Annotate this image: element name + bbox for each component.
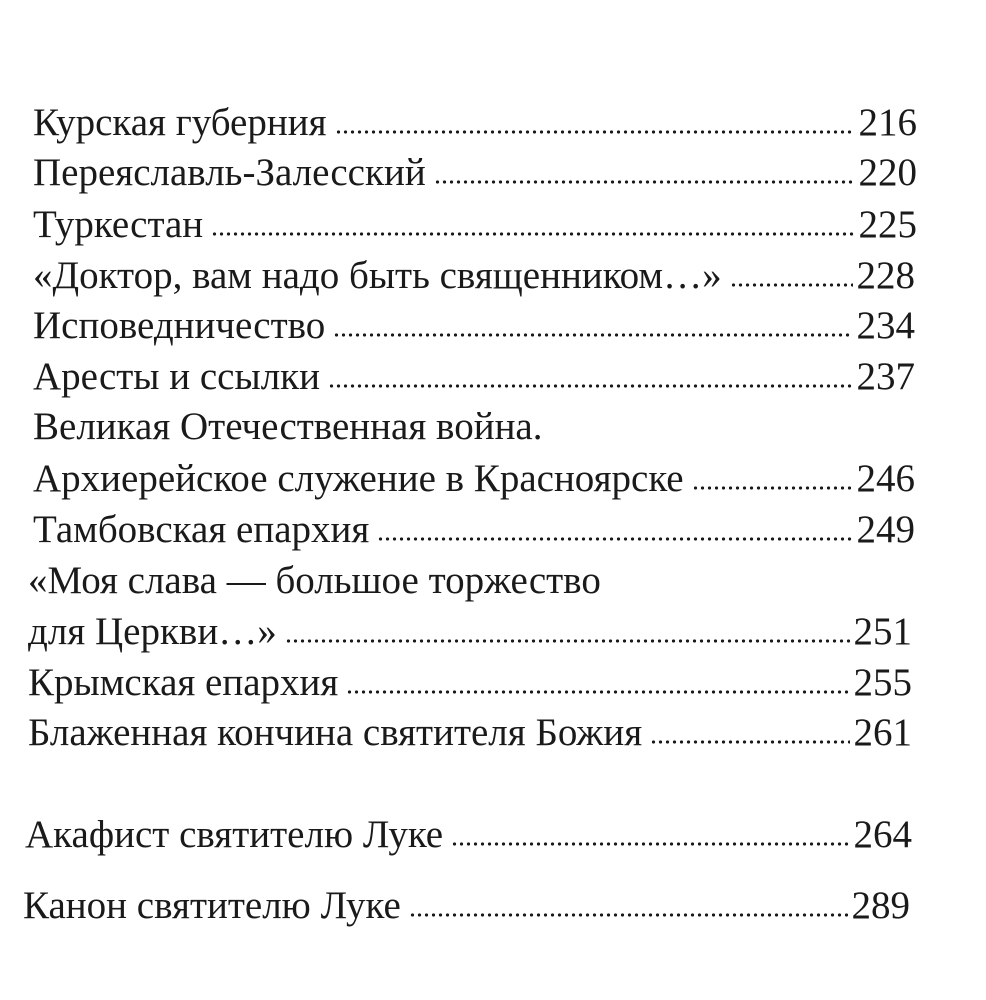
page-number: 216 <box>858 101 917 144</box>
toc-entry-12 <box>28 663 912 702</box>
toc-entry-2 <box>33 153 917 192</box>
dot-leader <box>333 332 852 338</box>
entry-title: Акафист святителю Луке <box>25 813 444 856</box>
page-number: 234 <box>856 304 915 347</box>
toc-entry-11 <box>28 612 912 651</box>
entry-title: Тамбовская епархия <box>33 508 370 551</box>
dot-leader <box>377 536 852 542</box>
toc-entry-10 <box>28 561 601 600</box>
dot-leader <box>730 282 853 288</box>
entry-title: Канон святителю Луке <box>23 884 401 927</box>
page-number: 220 <box>858 151 917 194</box>
dot-leader <box>335 129 855 135</box>
toc-entry-6 <box>33 357 915 396</box>
toc-entry-3 <box>33 205 917 244</box>
toc-entry-8 <box>33 459 915 498</box>
page-number: 264 <box>853 813 912 856</box>
entry-title: Исповедничество <box>33 304 326 347</box>
toc-entry-4 <box>33 256 915 295</box>
entry-title: Великая Отечественная война. <box>33 405 543 448</box>
toc-entry-9 <box>33 510 915 549</box>
page-number: 251 <box>853 610 912 653</box>
dot-leader <box>451 841 849 847</box>
toc-entry-7 <box>33 407 543 446</box>
entry-title: Переяславль-Залесский <box>33 151 426 194</box>
page-number: 225 <box>858 203 917 246</box>
toc-entry-5 <box>33 306 915 345</box>
entry-title: Курская губерния <box>33 101 327 144</box>
entry-title: Аресты и ссылки <box>33 355 320 398</box>
entry-title: «Моя слава — большое торжество <box>28 559 601 602</box>
page-number: 237 <box>856 355 915 398</box>
page-number: 255 <box>853 661 912 704</box>
dot-leader <box>285 638 850 644</box>
entry-title: Крымская епархия <box>28 661 339 704</box>
dot-leader <box>692 485 853 491</box>
toc-entry-14 <box>25 815 912 854</box>
toc-entry-13 <box>28 713 912 752</box>
dot-leader <box>346 689 849 695</box>
dot-leader <box>328 383 853 389</box>
page-number: 249 <box>856 508 915 551</box>
entry-title: для Церкви…» <box>28 610 277 653</box>
page-number: 289 <box>851 884 910 927</box>
toc-entry-1 <box>33 103 917 142</box>
entry-title: «Доктор, вам надо быть священником…» <box>33 254 722 297</box>
entry-title: Блаженная кончина святителя Божия <box>28 711 643 754</box>
dot-leader <box>409 912 848 918</box>
dot-leader <box>434 179 855 185</box>
page-number: 228 <box>856 254 915 297</box>
page-number: 261 <box>853 711 912 754</box>
entry-title: Туркестан <box>33 203 204 246</box>
dot-leader <box>650 739 849 745</box>
toc-entry-15 <box>23 886 910 925</box>
entry-title: Архиерейское служение в Красноярске <box>33 457 684 500</box>
page-number: 246 <box>856 457 915 500</box>
dot-leader <box>211 231 854 237</box>
